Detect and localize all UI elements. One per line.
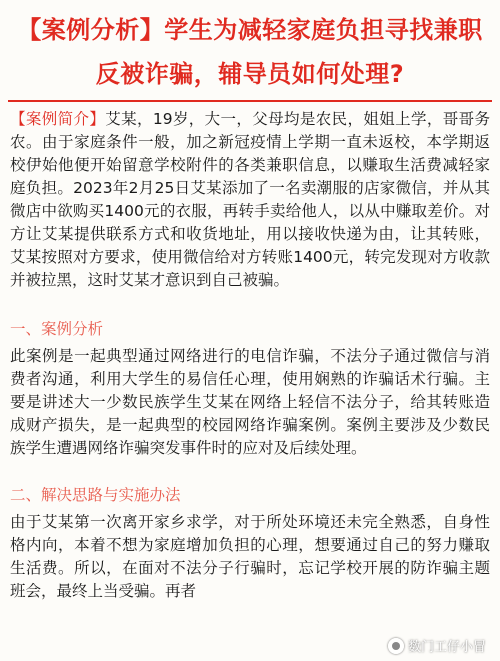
article-title [0, 0, 500, 96]
article-body [0, 102, 500, 603]
section-2-heading: 二、解决思路与实施办法 [10, 486, 181, 504]
author-watermark [388, 636, 486, 655]
intro-text: 艾某，19岁，大一，父母均是农民，姐姐上学，哥哥务农。由于家庭条件一般，加之新冠疫情上学期一直未返校，本学期返校伊始他便开始留意学校附件的各类兼职信息，以赚取生活费减轻家庭负担。2023年2月25日艾某添加了一名卖潮服的店家微信，并从其微店中欲购买1400元的衣服，再转手卖给他人，以从中赚取差价。对方让艾某提供联系方式和收货地址，用以接收快递为由，让其转账，艾某按照对方要求，使用微信给对方转账1400元，转完发现对方收款并被拉黑，这时艾某才意识到自己被骗。 [10, 110, 490, 289]
intro-paragraph [10, 108, 490, 292]
section-1-paragraph: 此案例是一起典型通过网络进行的电信诈骗，不法分子通过微信与消费者沟通，利用大学生的易信任心理，使用娴熟的诈骗话术行骗。主要是讲述大一少数民族学生艾某在网络上轻信不法分子，给其转账造成财产损失，是一起典型的校园网络诈骗案例。案例主要涉及少数民族学生遭遇网络诈骗突发事件时的应对及后续处理。 [10, 347, 490, 457]
title-line-1: 【案例分析】学生为减轻家庭负担寻找兼职 [17, 16, 483, 44]
section-2-paragraph: 由于艾某第一次离开家乡求学，对于所处环境还未完全熟悉，自身性格内向，本着不想为家庭增加负担的心理，想要通过自己的努力赚取生活费。所以，在面对不法分子行骗时，忘记学校开展的防诈骗主题班会，最终上当受骗。再者 [10, 513, 490, 600]
title-line-2: 反被诈骗，辅导员如何处理? [95, 60, 405, 88]
intro-tag: 【案例简介】 [10, 110, 106, 128]
account-avatar-icon [388, 638, 404, 654]
watermark-text: 数门工仔小冒 [407, 640, 486, 655]
section-1-heading: 一、案例分析 [10, 320, 104, 338]
